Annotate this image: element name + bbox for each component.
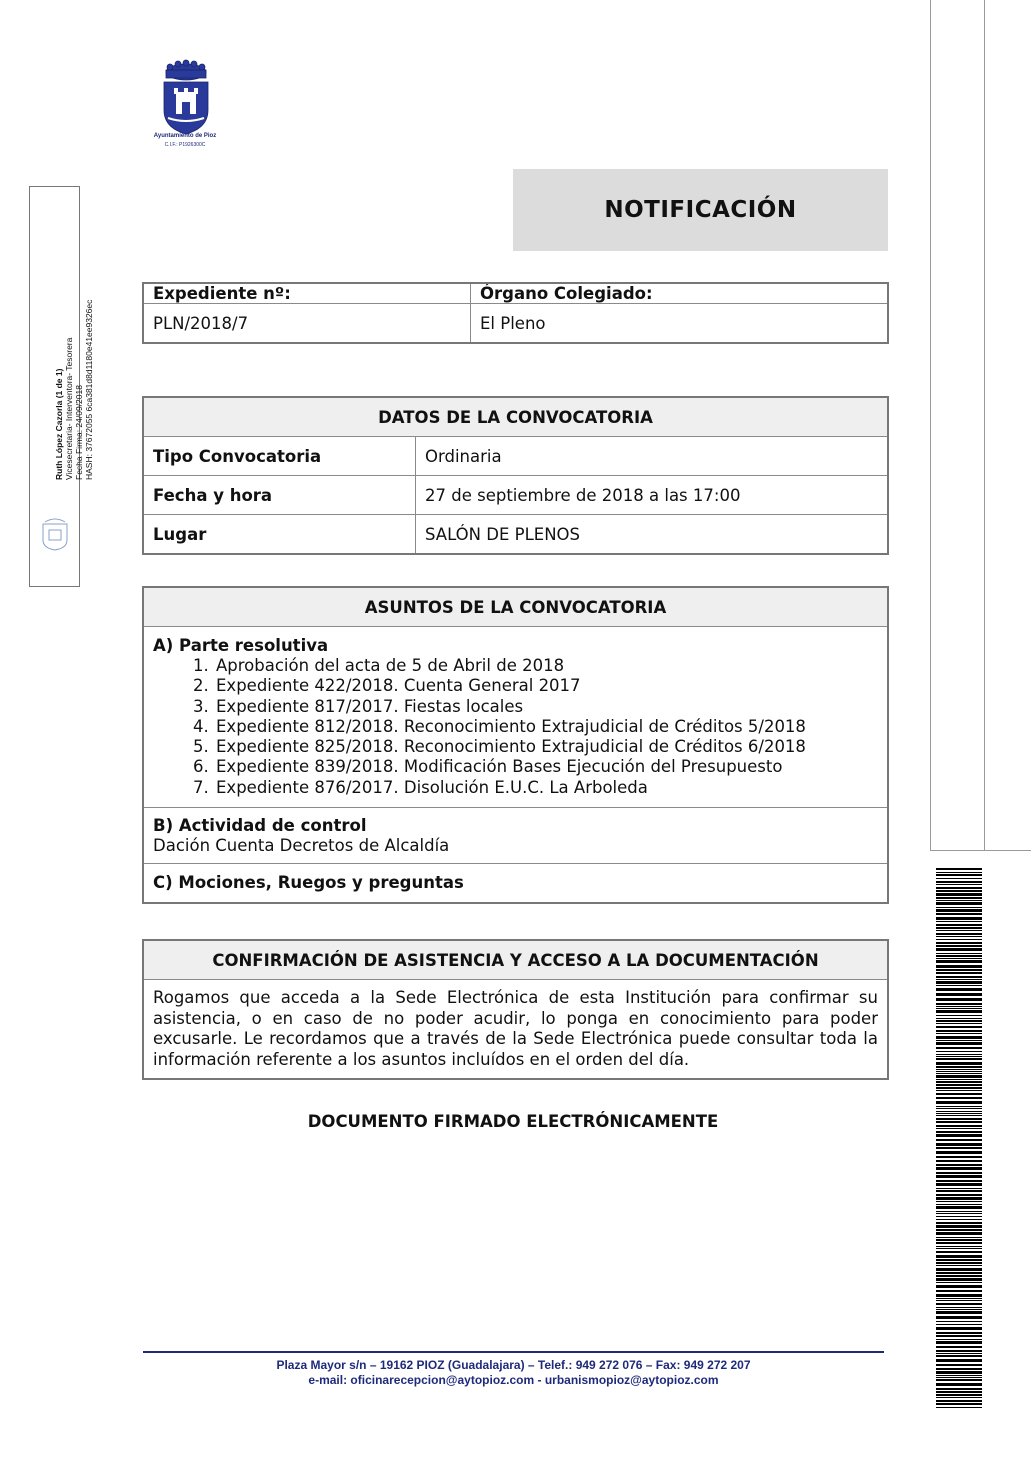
- margin-line: [930, 0, 931, 850]
- asuntos-table: [143, 587, 888, 903]
- barcode-bar: [936, 902, 982, 905]
- notification-banner: [513, 169, 888, 251]
- datos-value: Ordinaria: [416, 437, 888, 476]
- barcode-bar: [936, 887, 982, 889]
- list-item: 1. Aprobación del acta de 5 de Abril de 2018: [214, 656, 878, 676]
- signature-date: Fecha Firma: 24/09/2018: [74, 385, 84, 480]
- barcode-bar: [936, 1242, 982, 1244]
- barcode: [936, 868, 982, 1408]
- barcode-bar: [936, 1272, 982, 1274]
- barcode-bar: [936, 1321, 982, 1322]
- barcode-bar: [936, 1403, 982, 1405]
- barcode-bar: [936, 1051, 982, 1052]
- barcode-bar: [936, 893, 982, 896]
- barcode-bar: [936, 1300, 982, 1301]
- barcode-bar: [936, 874, 982, 876]
- parte-b-cell: [144, 808, 888, 864]
- barcode-bar: [936, 1239, 982, 1241]
- footer-address: Plaza Mayor s/n – 19162 PIOZ (Guadalajara) – Telef.: 949 272 076 – Fax: 949 272 207: [276, 1358, 751, 1372]
- barcode-bar: [936, 1118, 982, 1120]
- barcode-bar: [936, 1125, 982, 1127]
- barcode-bar: [936, 1383, 982, 1386]
- parte-a-list: [153, 656, 878, 798]
- barcode-bar: [936, 872, 982, 873]
- barcode-bar: [936, 1175, 982, 1178]
- margin-line: [984, 0, 985, 850]
- barcode-bar: [936, 1040, 982, 1041]
- barcode-bar: [936, 1332, 982, 1334]
- barcode-bar: [936, 890, 982, 892]
- barcode-bar: [936, 1090, 982, 1091]
- barcode-bar: [936, 1131, 982, 1133]
- barcode-bar: [936, 1172, 982, 1174]
- barcode-bar: [936, 933, 982, 935]
- barcode-bar: [936, 1324, 982, 1325]
- barcode-bar: [936, 1111, 982, 1112]
- list-item: 7. Expediente 876/2017. Disolución E.U.C. La Arboleda: [214, 778, 878, 798]
- barcode-bar: [936, 1375, 982, 1376]
- footer-email: e-mail: oficinarecepcion@aytopioz.com - urbanismopioz@aytopioz.com: [308, 1373, 719, 1387]
- barcode-bar: [936, 1311, 982, 1314]
- barcode-bar: [936, 1364, 982, 1366]
- barcode-bar: [936, 1113, 982, 1114]
- barcode-bar: [936, 1073, 982, 1074]
- list-item: 5. Expediente 825/2018. Reconocimiento Extrajudicial de Créditos 6/2018: [214, 737, 878, 757]
- barcode-bar: [936, 1015, 982, 1016]
- barcode-bar: [936, 985, 982, 986]
- barcode-bar: [936, 1346, 982, 1348]
- barcode-bar: [936, 979, 982, 980]
- barcode-bar: [936, 972, 982, 974]
- barcode-bar: [936, 1265, 982, 1266]
- barcode-bar: [936, 1143, 982, 1146]
- barcode-bar: [936, 1047, 982, 1049]
- barcode-bar: [936, 1201, 982, 1202]
- barcode-bar: [936, 1355, 982, 1357]
- barcode-bar: [936, 1275, 982, 1277]
- barcode-bar: [936, 1246, 982, 1247]
- barcode-bar: [936, 939, 982, 940]
- expediente-table: [143, 283, 888, 343]
- barcode-bar: [936, 1190, 982, 1192]
- barcode-bar: [936, 1307, 982, 1308]
- barcode-bar: [936, 960, 982, 963]
- barcode-bar: [936, 1151, 982, 1154]
- logo-name: Ayuntamiento de Pioz: [153, 133, 217, 139]
- barcode-bar: [936, 1018, 982, 1019]
- barcode-bar: [936, 1075, 982, 1078]
- margin-line: [930, 850, 1031, 851]
- datos-label: Lugar: [144, 515, 416, 554]
- barcode-bar: [936, 976, 982, 978]
- barcode-bar: [936, 1033, 982, 1034]
- barcode-bar: [936, 1134, 982, 1137]
- barcode-bar: [936, 917, 982, 920]
- barcode-bar: [936, 1341, 982, 1344]
- barcode-bar: [936, 1183, 982, 1186]
- barcode-bar: [936, 936, 982, 937]
- barcode-bar: [936, 1285, 982, 1288]
- barcode-bar: [936, 930, 982, 931]
- barcode-bar: [936, 965, 982, 968]
- barcode-bar: [936, 924, 982, 926]
- barcode-bar: [936, 1213, 982, 1214]
- barcode-bar: [936, 1197, 982, 1200]
- coat-of-arms-logo: [138, 58, 234, 154]
- barcode-bar: [936, 1282, 982, 1283]
- barcode-bar: [936, 1339, 982, 1340]
- asuntos-title: ASUNTOS DE LA CONVOCATORIA: [144, 588, 888, 627]
- barcode-bar: [936, 1160, 982, 1162]
- barcode-bar: [936, 1229, 982, 1231]
- barcode-bar: [936, 958, 982, 959]
- barcode-bar: [936, 1069, 982, 1070]
- barcode-bar: [936, 1066, 982, 1068]
- barcode-bar: [936, 1262, 982, 1264]
- barcode-bar: [936, 1194, 982, 1196]
- list-item: 3. Expediente 817/2017. Fiestas locales: [214, 697, 878, 717]
- list-item: 6. Expediente 839/2018. Modificación Bases Ejecución del Presupuesto: [214, 757, 878, 777]
- barcode-bar: [936, 1030, 982, 1032]
- barcode-bar: [936, 1156, 982, 1158]
- barcode-bar: [936, 1139, 982, 1141]
- barcode-bar: [936, 969, 982, 971]
- parte-b-title: B) Actividad de control: [153, 816, 367, 836]
- barcode-bar: [936, 900, 982, 901]
- barcode-bar: [936, 1206, 982, 1209]
- barcode-bar: [936, 981, 982, 984]
- barcode-bar: [936, 1020, 982, 1022]
- barcode-bar: [936, 907, 982, 908]
- confirmacion-text: Rogamos que acceda a la Sede Electrónica de esta Institución para confirmar su asistencia, o en caso de no poder acudir, lo ponga en conocimiento para poder excusarle. Le recordamos que a través de la Sede Electrónica puede consultar toda la información referente a los asuntos incluídos en el orden del día.: [153, 988, 878, 1069]
- barcode-bar: [936, 1394, 982, 1396]
- barcode-bar: [936, 1309, 982, 1310]
- parte-b-text: Dación Cuenta Decretos de Alcaldía: [153, 836, 450, 856]
- logo-cif: C.I.F.: P1926300C: [164, 142, 206, 148]
- barcode-bar: [936, 1391, 982, 1393]
- datos-label: Fecha y hora: [144, 476, 416, 515]
- barcode-bar: [936, 1108, 982, 1109]
- barcode-bar: [936, 868, 982, 870]
- barcode-bar: [936, 1225, 982, 1228]
- barcode-bar: [936, 1316, 982, 1319]
- expediente-label: Expediente nº:: [144, 284, 471, 304]
- barcode-bar: [936, 1359, 982, 1362]
- barcode-bar: [936, 1216, 982, 1217]
- barcode-bar: [936, 1071, 982, 1072]
- barcode-bar: [936, 913, 982, 915]
- barcode-bar: [936, 942, 982, 944]
- barcode-bar: [936, 1006, 982, 1007]
- organo-value: El Pleno: [471, 304, 888, 343]
- barcode-bar: [936, 1010, 982, 1013]
- barcode-bar: [936, 1377, 982, 1378]
- barcode-bar: [936, 955, 982, 957]
- barcode-bar: [936, 1084, 982, 1086]
- barcode-bar: [936, 1248, 982, 1249]
- signature-hash: HASH: 37672055 6ca381d8d1180e41ee9326ec: [84, 299, 94, 480]
- signature-text: [54, 180, 94, 480]
- footer-divider: [143, 1351, 884, 1353]
- parte-c-title: C) Mociones, Ruegos y preguntas: [153, 873, 464, 893]
- barcode-bar: [936, 1400, 982, 1402]
- barcode-bar: [936, 1101, 982, 1104]
- seal-icon: [37, 516, 73, 552]
- barcode-bar: [936, 1268, 982, 1271]
- barcode-bar: [936, 1294, 982, 1297]
- barcode-bar: [936, 1204, 982, 1205]
- barcode-bar: [936, 953, 982, 954]
- barcode-bar: [936, 1353, 982, 1354]
- barcode-bar: [936, 1259, 982, 1261]
- barcode-bar: [936, 927, 982, 929]
- datos-table: [143, 397, 888, 554]
- datos-title: DATOS DE LA CONVOCATORIA: [144, 398, 888, 437]
- barcode-bar: [936, 998, 982, 1001]
- barcode-bar: [936, 1054, 982, 1055]
- signature-signer: Ruth López Cazorla (1 de 1): [54, 368, 64, 480]
- barcode-bar: [936, 897, 982, 899]
- barcode-bar: [936, 1180, 982, 1182]
- barcode-bar: [936, 1303, 982, 1305]
- parte-a-cell: [144, 627, 888, 808]
- barcode-bar: [936, 1115, 982, 1116]
- expediente-value: PLN/2018/7: [144, 304, 471, 343]
- barcode-bar: [936, 878, 982, 879]
- barcode-bar: [936, 1003, 982, 1005]
- parte-c-cell: [144, 864, 888, 903]
- firmado-label: DOCUMENTO FIRMADO ELECTRÓNICAMENTE: [307, 1112, 719, 1131]
- barcode-bar: [936, 881, 982, 883]
- barcode-bar: [936, 988, 982, 991]
- confirmacion-cell: [144, 980, 888, 1079]
- confirmacion-title: CONFIRMACIÓN DE ASISTENCIA Y ACCESO A LA DOCUMENTACIÓN: [144, 941, 888, 980]
- barcode-bar: [936, 1368, 982, 1370]
- barcode-bar: [936, 1106, 982, 1107]
- barcode-bar: [936, 884, 982, 885]
- barcode-bar: [936, 1379, 982, 1381]
- barcode-bar: [936, 1188, 982, 1189]
- barcode-bar: [936, 1327, 982, 1330]
- barcode-bar: [936, 1036, 982, 1039]
- barcode-bar: [936, 1093, 982, 1095]
- parte-a-title: A) Parte resolutiva: [153, 636, 329, 655]
- barcode-bar: [936, 1026, 982, 1028]
- barcode-bar: [936, 1081, 982, 1083]
- datos-value: SALÓN DE PLENOS: [416, 515, 888, 554]
- barcode-bar: [936, 921, 982, 922]
- confirmacion-table: [143, 940, 888, 1079]
- barcode-bar: [936, 1222, 982, 1224]
- barcode-bar: [936, 1056, 982, 1057]
- barcode-bar: [936, 1335, 982, 1337]
- barcode-bar: [936, 1023, 982, 1024]
- barcode-bar: [936, 1371, 982, 1374]
- datos-label: Tipo Convocatoria: [144, 437, 416, 476]
- barcode-bar: [936, 1278, 982, 1281]
- banner-title: NOTIFICACIÓN: [604, 197, 797, 223]
- barcode-bar: [936, 1042, 982, 1045]
- barcode-bar: [936, 1251, 982, 1253]
- barcode-bar: [936, 1121, 982, 1123]
- barcode-bar: [936, 1232, 982, 1235]
- barcode-bar: [936, 1211, 982, 1212]
- barcode-bar: [936, 945, 982, 947]
- barcode-bar: [936, 1164, 982, 1166]
- barcode-bar: [936, 1397, 982, 1398]
- barcode-bar: [936, 948, 982, 951]
- barcode-bar: [936, 1255, 982, 1258]
- barcode-bar: [936, 1062, 982, 1065]
- barcode-bar: [936, 1097, 982, 1099]
- datos-value: 27 de septiembre de 2018 a las 17:00: [416, 476, 888, 515]
- barcode-bar: [936, 1087, 982, 1089]
- barcode-bar: [936, 993, 982, 996]
- barcode-bar: [936, 1128, 982, 1129]
- barcode-bar: [936, 1219, 982, 1220]
- barcode-bar: [936, 1008, 982, 1009]
- barcode-bar: [936, 1237, 982, 1238]
- barcode-bar: [936, 1388, 982, 1390]
- barcode-bar: [936, 909, 982, 912]
- barcode-bar: [936, 1290, 982, 1292]
- signature-role: Vicesecretaria- Interventora- Tesorera: [64, 337, 74, 480]
- barcode-bar: [936, 1298, 982, 1299]
- barcode-bar: [936, 1407, 982, 1408]
- list-item: 4. Expediente 812/2018. Reconocimiento Extrajudicial de Créditos 5/2018: [214, 717, 878, 737]
- barcode-bar: [936, 1058, 982, 1060]
- list-item: 2. Expediente 422/2018. Cuenta General 2017: [214, 676, 878, 696]
- barcode-bar: [936, 1350, 982, 1352]
- barcode-bar: [936, 1167, 982, 1170]
- organo-label: Órgano Colegiado:: [471, 284, 888, 304]
- barcode-bar: [936, 1147, 982, 1149]
- barcode-bar: [936, 1079, 982, 1080]
